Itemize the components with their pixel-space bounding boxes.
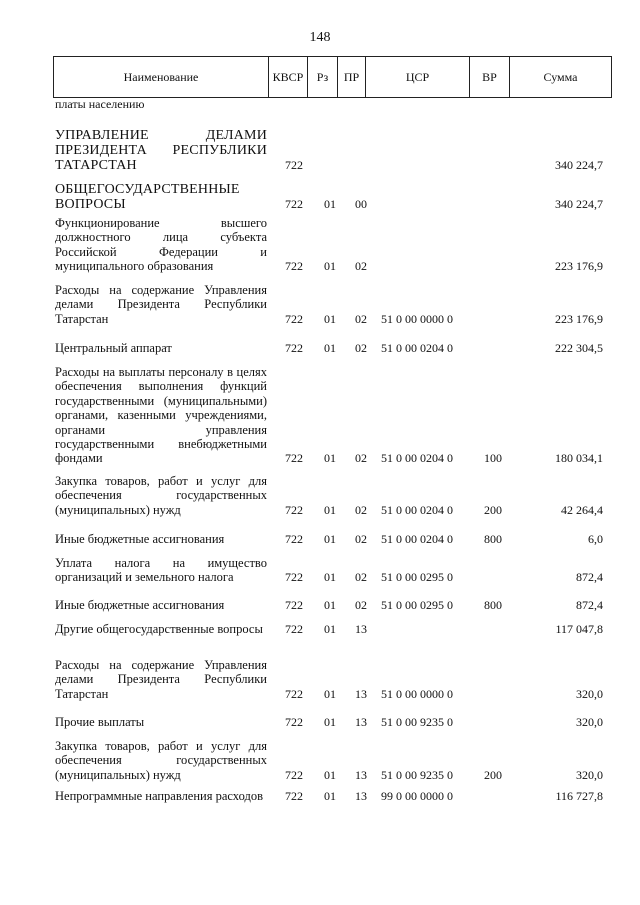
header-pr: ПР: [337, 57, 365, 97]
row-pr: 13: [355, 789, 367, 803]
row-kvsr: 722: [285, 451, 303, 466]
row-csr: 51 0 00 0295 0: [381, 598, 453, 612]
row-rz: 01: [324, 789, 336, 803]
row-kvsr: 722: [285, 622, 303, 636]
table-header: [53, 56, 612, 98]
row-name: Расходы на выплаты персоналу в целях обеспечения выполнения функций государственными (муниципальными) органами, казенными учреждениями, органами управления государственными внебюджетными фондами: [55, 365, 267, 466]
row-kvsr: 722: [285, 341, 303, 355]
row-name: Иные бюджетные ассигнования: [55, 532, 225, 546]
row-sum: 222 304,5: [555, 341, 603, 355]
row-kvsr: 722: [285, 686, 303, 701]
row-rz: 01: [324, 532, 336, 546]
row-pr: 13: [355, 767, 367, 782]
row-pr: 02: [355, 341, 367, 355]
row-pr: 02: [355, 502, 367, 517]
row-pr: 02: [355, 598, 367, 612]
continued-text: платы населению: [55, 97, 145, 111]
row-rz: 01: [324, 341, 336, 355]
row-pr: 02: [355, 532, 367, 546]
row-sum: 223 176,9: [555, 259, 603, 274]
row-pr: 02: [355, 451, 367, 466]
row-name: ОБЩЕГОСУДАРСТВЕННЫЕ ВОПРОСЫ: [55, 182, 240, 212]
row-rz: 01: [324, 715, 336, 729]
row-rz: 01: [324, 502, 336, 517]
row-vr: 200: [484, 767, 502, 782]
row-rz: 01: [324, 686, 336, 701]
row-sum: 320,0: [576, 715, 603, 729]
header-sum: Сумма: [509, 57, 612, 97]
row-rz: 01: [324, 570, 336, 585]
row-vr: 800: [484, 532, 502, 546]
row-csr: 99 0 00 0000 0: [381, 789, 453, 803]
row-csr: 51 0 00 0204 0: [381, 451, 453, 466]
row-name: Уплата налога на имущество организаций и земельного налога: [55, 556, 267, 585]
row-kvsr: 722: [285, 715, 303, 729]
row-kvsr: 722: [285, 197, 303, 211]
row-sum: 320,0: [576, 767, 603, 782]
row-csr: 51 0 00 0204 0: [381, 532, 453, 546]
row-name: Закупка товаров, работ и услуг для обеспечения государственных (муниципальных) нужд: [55, 474, 267, 517]
row-name: Центральный аппарат: [55, 341, 172, 355]
row-name: УПРАВЛЕНИЕ ДЕЛАМИ ПРЕЗИДЕНТА РЕСПУБЛИКИ ТАТАРСТАН: [55, 128, 267, 173]
row-sum: 180 034,1: [555, 451, 603, 466]
row-kvsr: 722: [285, 311, 303, 326]
row-pr: 00: [355, 197, 367, 211]
row-sum: 340 224,7: [555, 197, 603, 211]
row-rz: 01: [324, 451, 336, 466]
row-sum: 872,4: [576, 570, 603, 585]
row-kvsr: 722: [285, 502, 303, 517]
header-vr: ВР: [469, 57, 509, 97]
row-rz: 01: [324, 197, 336, 211]
row-name: Непрограммные направления расходов: [55, 789, 263, 803]
row-name: Функционирование высшего должностного лица субъекта Российской Федерации и муниципального образования: [55, 216, 267, 274]
row-rz: 01: [324, 598, 336, 612]
header-rz: Рз: [307, 57, 337, 97]
row-csr: 51 0 00 9235 0: [381, 767, 453, 782]
row-name: Другие общегосударственные вопросы: [55, 622, 263, 636]
row-name: Расходы на содержание Управления делами Президента Республики Татарстан: [55, 658, 267, 701]
row-pr: 02: [355, 570, 367, 585]
row-kvsr: 722: [285, 532, 303, 546]
row-kvsr: 722: [285, 158, 303, 172]
row-rz: 01: [324, 622, 336, 636]
row-name: Прочие выплаты: [55, 715, 145, 729]
row-csr: 51 0 00 0000 0: [381, 311, 453, 326]
row-vr: 100: [484, 451, 502, 466]
page-number: 148: [309, 30, 331, 45]
row-vr: 800: [484, 598, 502, 612]
row-sum: 42 264,4: [561, 502, 603, 517]
row-kvsr: 722: [285, 767, 303, 782]
row-vr: 200: [484, 502, 502, 517]
row-pr: 13: [355, 622, 367, 636]
row-rz: 01: [324, 767, 336, 782]
row-sum: 872,4: [576, 598, 603, 612]
row-sum: 117 047,8: [555, 622, 603, 636]
header-kvsr: КВСР: [268, 57, 307, 97]
row-csr: 51 0 00 0204 0: [381, 502, 453, 517]
row-pr: 13: [355, 715, 367, 729]
row-csr: 51 0 00 0295 0: [381, 570, 453, 585]
row-rz: 01: [324, 311, 336, 326]
row-csr: 51 0 00 9235 0: [381, 715, 453, 729]
row-rz: 01: [324, 259, 336, 274]
row-sum: 340 224,7: [555, 158, 603, 172]
row-sum: 116 727,8: [555, 789, 603, 803]
row-pr: 02: [355, 259, 367, 274]
row-csr: 51 0 00 0204 0: [381, 341, 453, 355]
row-csr: 51 0 00 0000 0: [381, 686, 453, 701]
row-sum: 6,0: [588, 532, 603, 546]
row-sum: 223 176,9: [555, 311, 603, 326]
row-name: Закупка товаров, работ и услуг для обеспечения государственных (муниципальных) нужд: [55, 739, 267, 782]
row-name: Расходы на содержание Управления делами Президента Республики Татарстан: [55, 283, 267, 326]
header-name: Наименование: [53, 57, 268, 97]
row-sum: 320,0: [576, 686, 603, 701]
row-name: Иные бюджетные ассигнования: [55, 598, 225, 612]
header-csr: ЦСР: [365, 57, 469, 97]
row-kvsr: 722: [285, 789, 303, 803]
row-pr: 13: [355, 686, 367, 701]
row-kvsr: 722: [285, 598, 303, 612]
row-pr: 02: [355, 311, 367, 326]
row-kvsr: 722: [285, 570, 303, 585]
row-kvsr: 722: [285, 259, 303, 274]
